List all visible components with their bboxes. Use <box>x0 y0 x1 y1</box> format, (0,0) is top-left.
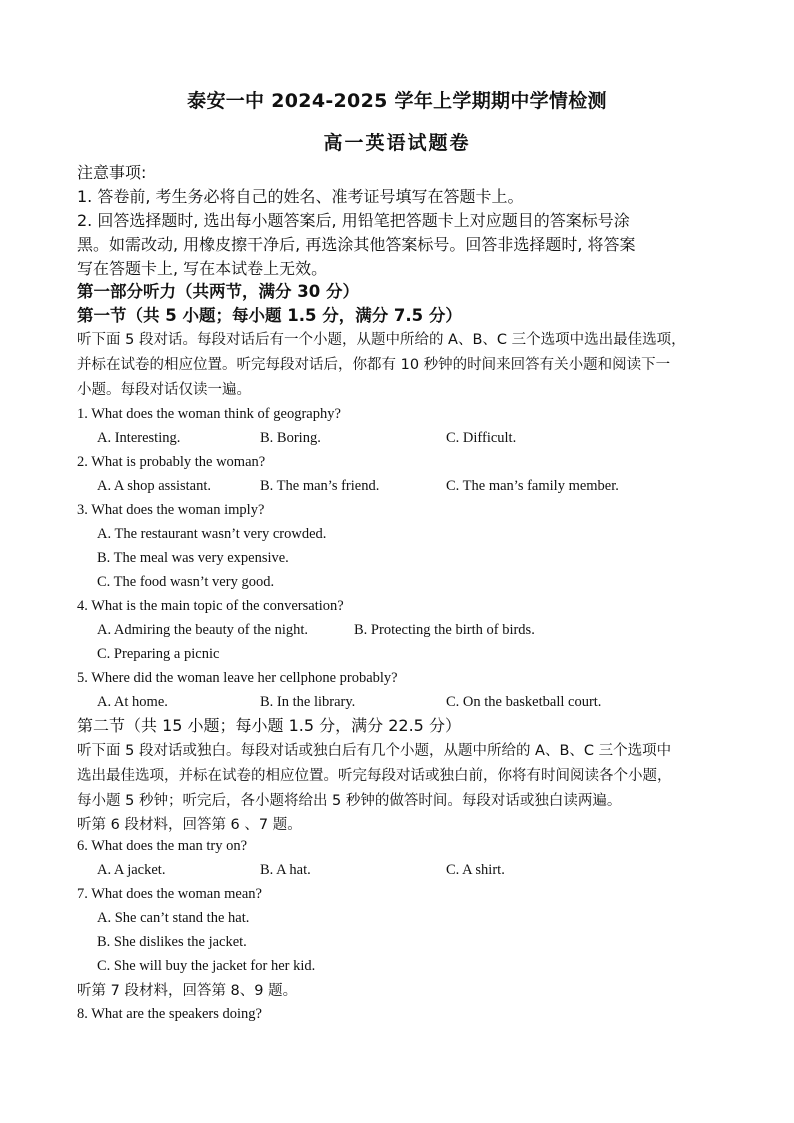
q2-option-b: B. The man’s friend. <box>260 478 380 494</box>
q5-option-c: C. On the basketball court. <box>446 694 602 710</box>
q4-option-b: B. Protecting the birth of birds. <box>354 622 535 638</box>
section2-instructions-3: 每小题 5 秒钟；听完后，各小题将给出 5 秒钟的做答时间。每段对话或独白读两遍。 <box>77 793 622 809</box>
q4-option-a: A. Admiring the beauty of the night. <box>97 622 309 638</box>
section1-instructions-1: 听下面 5 段对话。每段对话后有一个小题，从题中所给的 A、B、C 三个选项中选出最佳选项， <box>77 332 686 348</box>
q3-option-a: A. The restaurant wasn’t very crowded. <box>97 526 327 542</box>
exam-subtitle: 高一英语试题卷 <box>323 132 471 154</box>
q6-option-b: B. A hat. <box>260 862 311 878</box>
section1-heading: 第一节（共 5 小题；每小题 1.5 分，满分 7.5 分） <box>77 306 462 325</box>
question-5: 5. Where did the woman leave her cellphone probably? <box>77 670 398 686</box>
section2-instructions-1: 听下面 5 段对话或独白。每段对话或独白后有几个小题，从题中所给的 A、B、C 三个选项中 <box>77 743 672 759</box>
question-1: 1. What does the woman think of geography? <box>77 406 341 422</box>
question-4: 4. What is the main topic of the conversation? <box>77 598 344 614</box>
q4-option-c: C. Preparing a picnic <box>97 646 220 662</box>
q2-option-c: C. The man’s family member. <box>446 478 619 494</box>
q6-option-a: A. A jacket. <box>97 862 166 878</box>
q3-option-c: C. The food wasn’t very good. <box>97 574 275 590</box>
q3-option-b: B. The meal was very expensive. <box>97 550 289 566</box>
q1-option-b: B. Boring. <box>260 430 321 446</box>
question-2: 2. What is probably the woman? <box>77 454 266 470</box>
q5-option-a: A. At home. <box>97 694 168 710</box>
exam-title: 泰安一中 2024-2025 学年上学期期中学情检测 <box>187 90 607 112</box>
material-7-instruction: 听第 7 段材料，回答第 8、9 题。 <box>77 983 298 999</box>
section1-instructions-2: 并标在试卷的相应位置。听完每段对话后，你都有 10 秒钟的时间来回答有关小题和阅读下一 <box>77 357 671 373</box>
question-6: 6. What does the man try on? <box>77 838 248 854</box>
section2-instructions-2: 选出最佳选项，并标在试卷的相应位置。听完每段对话或独白前，你将有时间阅读各个小题， <box>77 768 672 784</box>
material-6-instruction: 听第 6 段材料，回答第 6 、7 题。 <box>77 817 302 833</box>
q7-option-b: B. She dislikes the jacket. <box>97 934 247 950</box>
notice-line-2: 2. 回答选择题时, 选出每小题答案后, 用铅笔把答题卡上对应题目的答案标号涂 <box>77 211 630 230</box>
notice-line-3: 黑。如需改动, 用橡皮擦干净后, 再选涂其他答案标号。回答非选择题时, 将答案 <box>77 235 636 254</box>
part1-heading: 第一部分听力（共两节，满分 30 分） <box>77 282 359 301</box>
notice-line-1: 1. 答卷前, 考生务必将自己的姓名、准考证号填写在答题卡上。 <box>77 187 524 206</box>
question-3: 3. What does the woman imply? <box>77 502 265 518</box>
q5-option-b: B. In the library. <box>260 694 356 710</box>
question-7: 7. What does the woman mean? <box>77 886 262 902</box>
q1-option-c: C. Difficult. <box>446 430 517 446</box>
notice-heading: 注意事项: <box>77 163 147 182</box>
section1-instructions-3: 小题。每段对话仅读一遍。 <box>77 382 251 398</box>
q7-option-c: C. She will buy the jacket for her kid. <box>97 958 316 974</box>
q2-option-a: A. A shop assistant. <box>97 478 211 494</box>
notice-line-4: 写在答题卡上, 写在本试卷上无效。 <box>77 259 328 278</box>
q7-option-a: A. She can’t stand the hat. <box>97 910 250 926</box>
q1-option-a: A. Interesting. <box>97 430 181 446</box>
q6-option-c: C. A shirt. <box>446 862 505 878</box>
question-8: 8. What are the speakers doing? <box>77 1006 262 1022</box>
section2-heading: 第二节（共 15 小题；每小题 1.5 分，满分 22.5 分） <box>77 716 461 735</box>
